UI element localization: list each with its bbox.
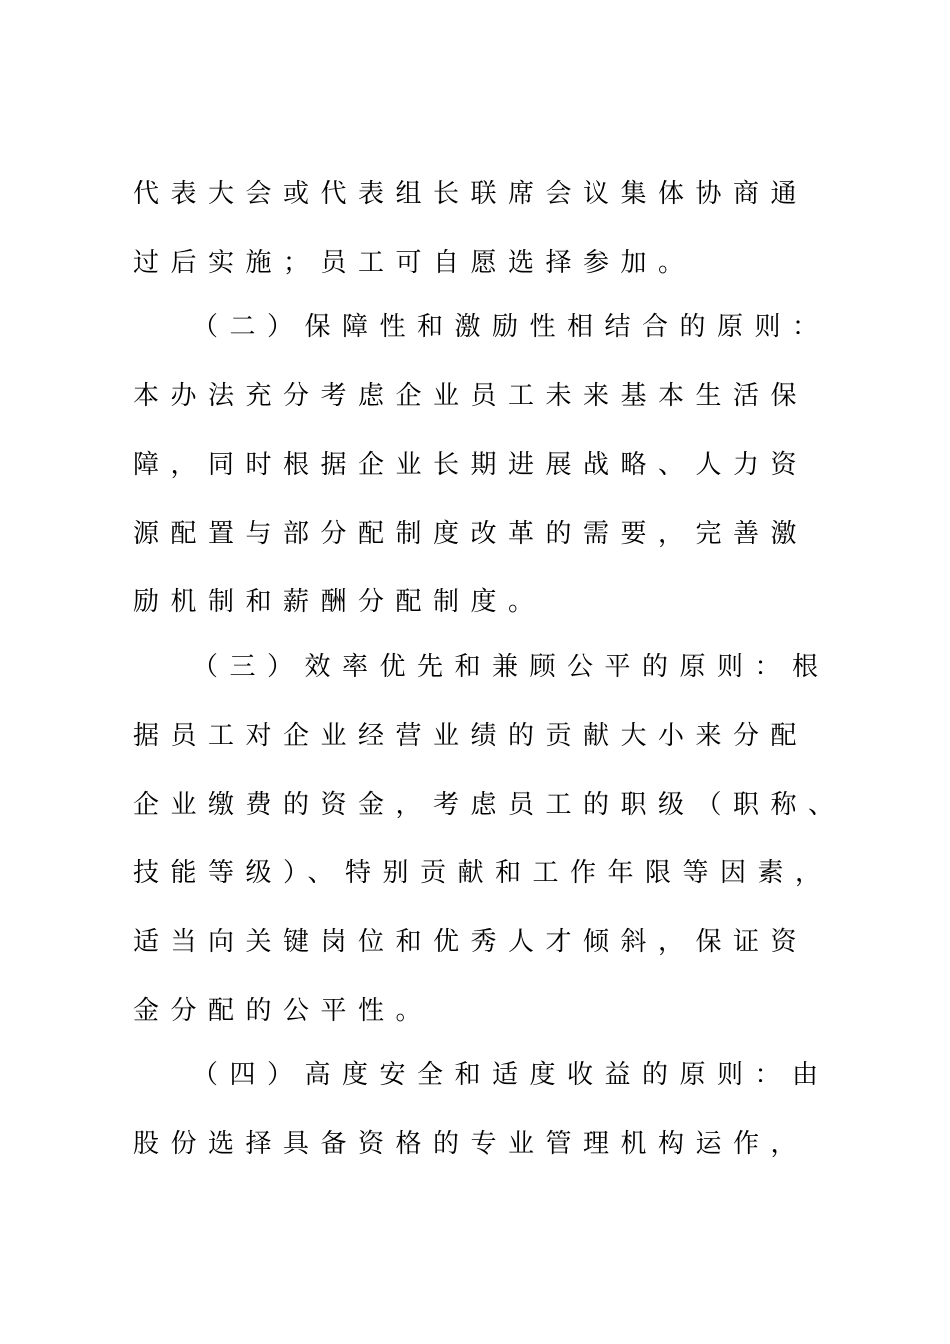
text-line-6: 源配置与部分配制度改革的需要，完善激 [133, 519, 809, 549]
section-heading-2: （二）保障性和激励性相结合的原则： [192, 312, 830, 342]
text-line-9: 据员工对企业经营业绩的贡献大小来分配 [133, 721, 809, 751]
text-line-10: 企业缴费的资金，考虑员工的职级（职称、 [133, 790, 846, 820]
text-line-13: 金分配的公平性。 [133, 996, 434, 1026]
text-line-15: 股份选择具备资格的专业管理机构运作， [133, 1129, 809, 1159]
text-line-2: 过后实施；员工可自愿选择参加。 [133, 248, 696, 278]
text-line-7: 励机制和薪酬分配制度。 [133, 587, 546, 617]
text-line-1: 代表大会或代表组长联席会议集体协商通 [133, 179, 809, 209]
text-line-12: 适当向关键岗位和优秀人才倾斜，保证资 [133, 927, 809, 957]
section-heading-3: （三）效率优先和兼顾公平的原则：根 [192, 652, 830, 682]
section-heading-4: （四）高度安全和适度收益的原则：由 [192, 1060, 830, 1090]
text-line-11: 技能等级）、特别贡献和工作年限等因素， [133, 858, 833, 888]
text-line-4: 本办法充分考虑企业员工未来基本生活保 [133, 381, 809, 411]
text-line-5: 障，同时根据企业长期进展战略、人力资 [133, 450, 809, 480]
